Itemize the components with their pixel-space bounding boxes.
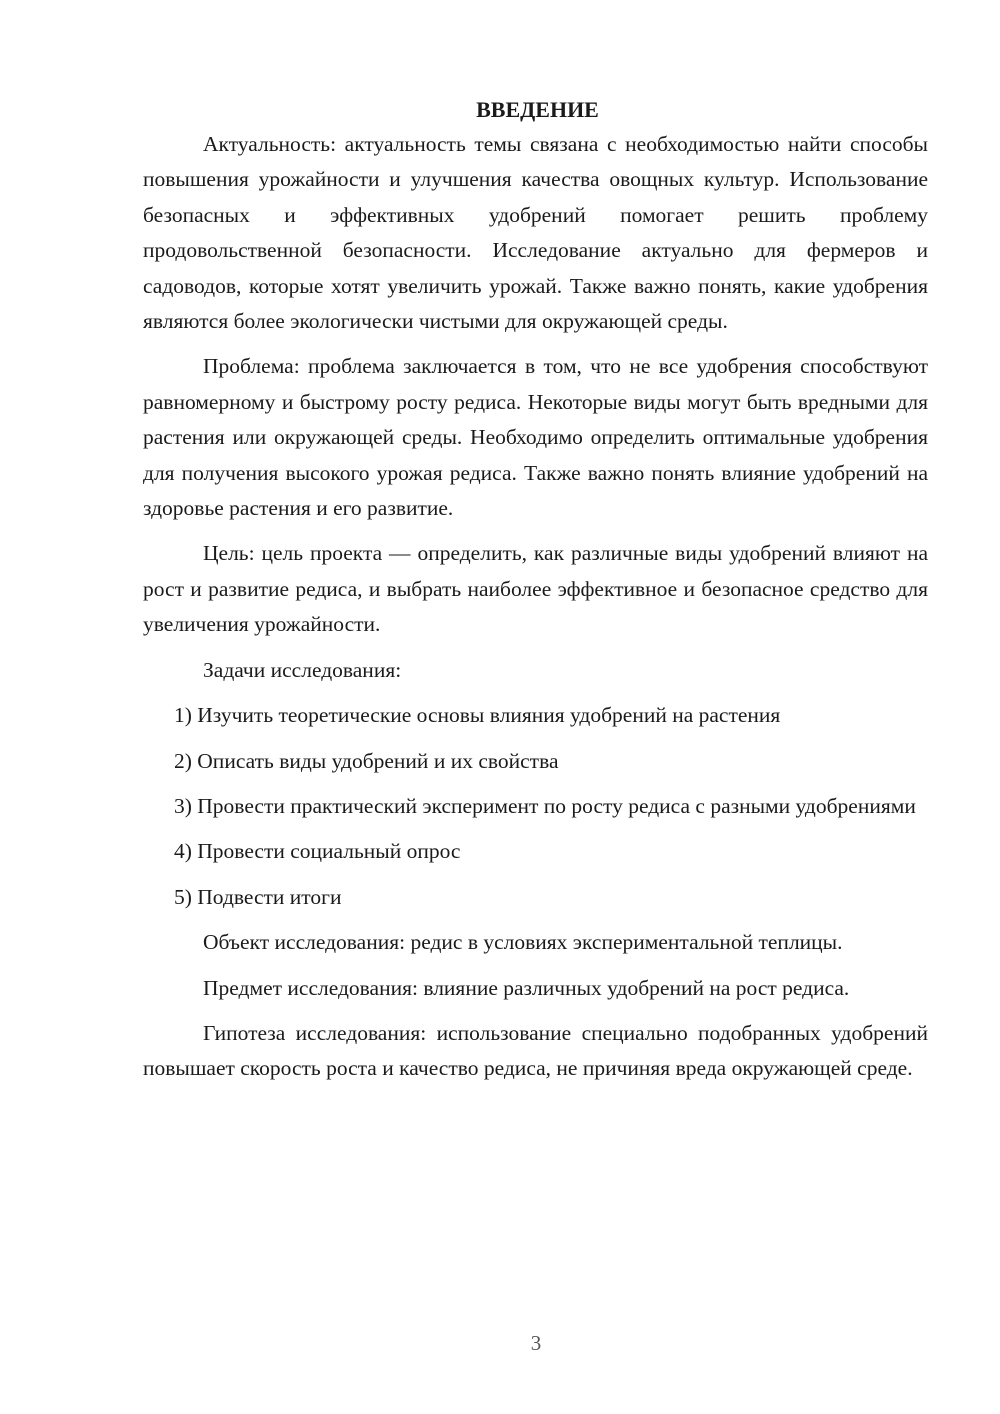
hypothesis-paragraph: Гипотеза исследования: использование специально подобранных удобрений повышает скорость роста и качество редиса, не причиняя вреда окружающей среде. <box>143 1020 928 1081</box>
relevance-paragraph: Актуальность: актуальность темы связана с необходимостью найти способы повышения урожайности и улучшения качества овощных культур. Использование безопасных и эффективных удобрений помогает решить проблему продовольственной безопасности. Исследование актуально для фермеров и садоводов, которые хотят увеличить урожай. Также важно понять, какие удобрения являются более экологически чистыми для окружающей среды. <box>143 132 928 334</box>
section-heading: ВВЕДЕНИЕ <box>476 97 599 122</box>
task-item: 4) Провести социальный опрос <box>174 839 461 864</box>
document-page <box>143 92 928 1097</box>
problem-paragraph: Проблема: проблема заключается в том, что не все удобрения способствуют равномерному и быстрому росту редиса. Некоторые виды могут быть вредными для растения или окружающей среды. Необходимо определить оптимальные удобрения для получения высокого урожая редиса. Также важно понять влияние удобрений на здоровье растения и его развитие. <box>143 354 928 521</box>
object-paragraph: Объект исследования: редис в условиях экспериментальной теплицы. <box>203 930 843 955</box>
task-item: 5) Подвести итоги <box>174 884 342 909</box>
goal-paragraph: Цель: цель проекта — определить, как различные виды удобрений влияют на рост и развитие редиса, и выбрать наиболее эффективное и безопасное средство для увеличения урожайности. <box>143 541 928 637</box>
task-item: 3) Провести практический эксперимент по росту редиса с разными удобрениями <box>174 793 916 818</box>
task-item: 2) Описать виды удобрений и их свойства <box>174 748 559 773</box>
task-item: 1) Изучить теоретические основы влияния удобрений на растения <box>174 703 781 728</box>
subject-paragraph: Предмет исследования: влияние различных удобрений на рост редиса. <box>203 975 850 1000</box>
tasks-heading: Задачи исследования: <box>203 657 402 682</box>
page-number: 3 <box>530 1331 542 1355</box>
